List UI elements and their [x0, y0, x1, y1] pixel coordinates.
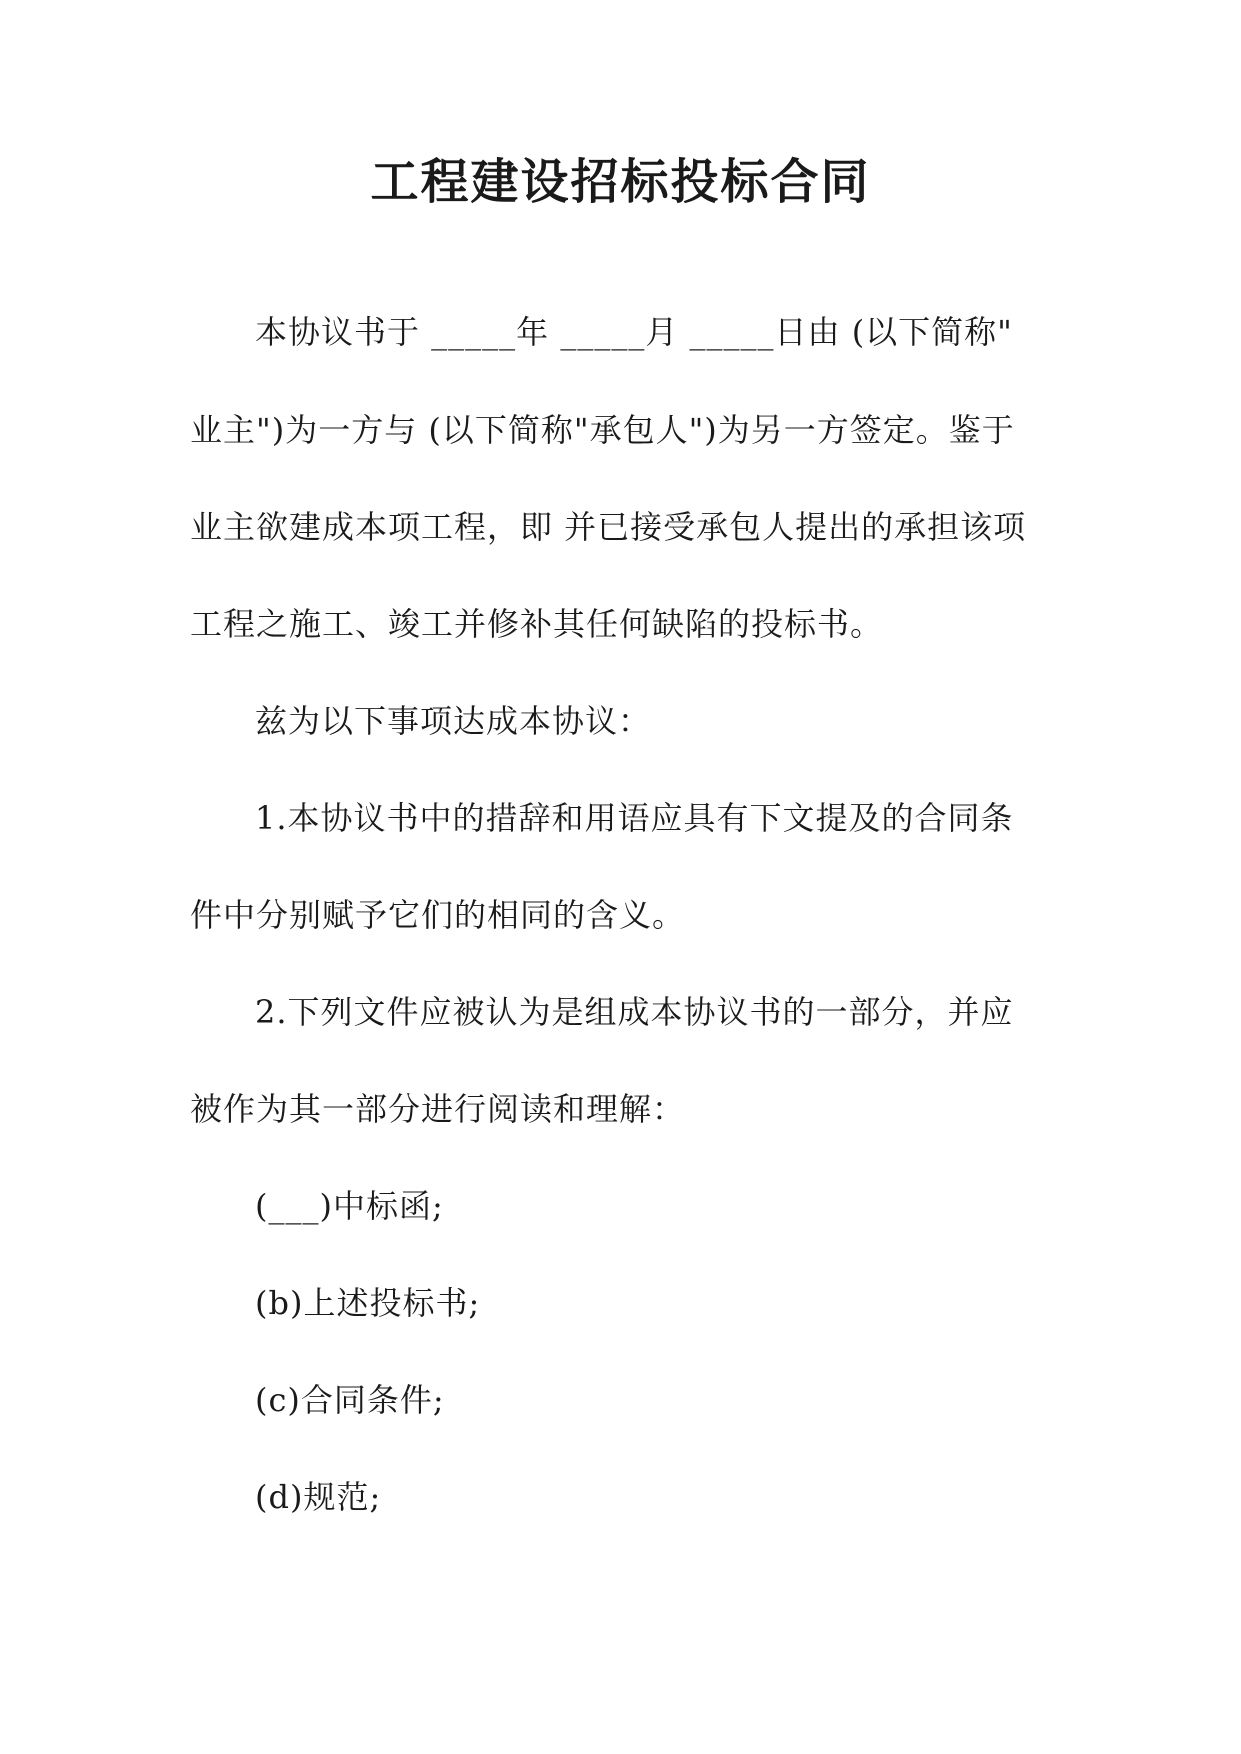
list-item: (d)规范;	[255, 1478, 382, 1516]
paragraph-line: 业主")为一方与 (以下简称"承包人")为另一方签定。鉴于	[190, 411, 1015, 449]
list-item: (b)上述投标书;	[255, 1284, 481, 1322]
clause-2-line: 被作为其一部分进行阅读和理解：	[190, 1090, 686, 1128]
clause-1-line: 1.本协议书中的措辞和用语应具有下文提及的合同条	[255, 799, 1014, 837]
paragraph-line: 业主欲建成本项工程，即 并已接受承包人提出的承担该项	[190, 508, 1027, 546]
paragraph-line: 工程之施工、竣工并修补其任何缺陷的投标书。	[190, 605, 884, 643]
list-item: (c)合同条件;	[255, 1381, 445, 1419]
list-item: (___)中标函;	[255, 1187, 444, 1225]
clause-1-line: 件中分别赋予它们的相同的含义。	[190, 896, 686, 934]
clause-2-line: 2.下列文件应被认为是组成本协议书的一部分，并应	[255, 993, 1014, 1031]
paragraph-line: 本协议书于 _____年 _____月 _____日由 (以下简称"	[255, 313, 1013, 351]
document-title: 工程建设招标投标合同	[370, 154, 871, 210]
paragraph-line: 兹为以下事项达成本协议：	[255, 702, 652, 740]
